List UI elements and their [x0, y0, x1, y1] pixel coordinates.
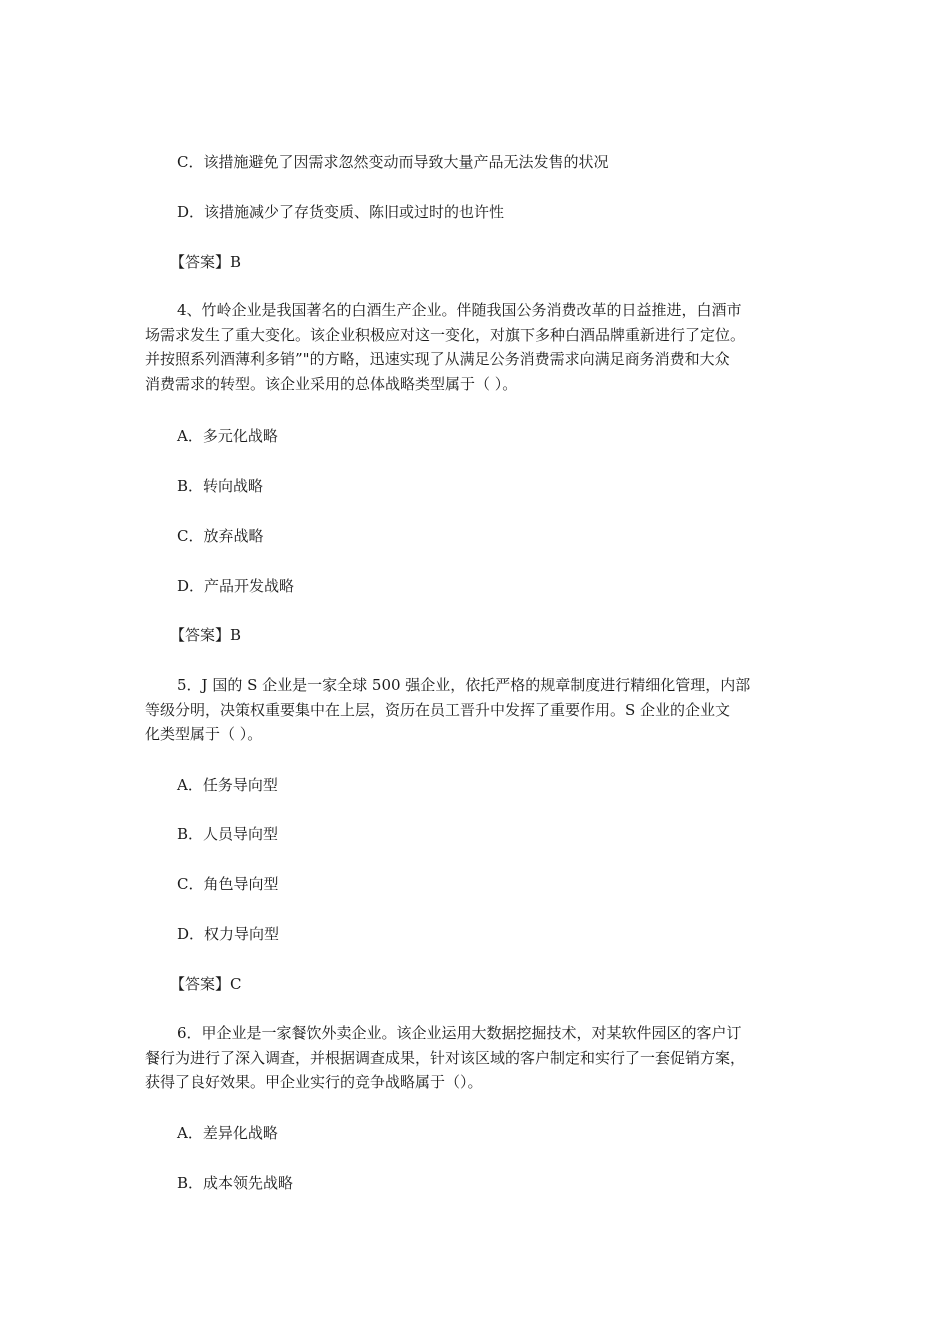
q4-stem-line-2: 场需求发生了重大变化。该企业积极应对这一变化，对旗下多种白酒品牌重新进行了定位。 [145, 325, 746, 344]
q4-option-b: B．转向战略 [177, 477, 264, 495]
q4-stem-line-4: 消费需求的转型。该企业采用的总体战略类型属于（ ）。 [145, 374, 518, 393]
q4-stem-line-3: 并按照系列酒薄利多销”"的方略，迅速实现了从满足公务消费需求向满足商务消费和大众 [145, 350, 730, 368]
q3-option-d: D．该措施减少了存货变质、陈旧或过时的也许性 [177, 203, 505, 221]
q4-stem [145, 298, 811, 396]
q5-stem-line-3: 化类型属于（ ）。 [145, 725, 263, 743]
q6-stem-line-1: 6．甲企业是一家餐饮外卖企业。该企业运用大数据挖掘技术，对某软件园区的客户订 [177, 1024, 742, 1042]
q4-option-c: C．放弃战略 [177, 527, 264, 545]
q5-stem-line-2: 等级分明，决策权重要集中在上层，资历在员工晋升中发挥了重要作用。S 企业的企业文 [145, 700, 731, 719]
q5-option-a: A．任务导向型 [177, 776, 278, 794]
q6-stem [145, 1021, 811, 1095]
document-page [145, 0, 811, 1344]
q5-option-c: C．角色导向型 [177, 875, 279, 893]
q3-answer: 【答案】B [170, 253, 242, 271]
q6-stem-line-3: 获得了良好效果。甲企业实行的竞争战略属于（）。 [145, 1073, 483, 1091]
q5-option-b: B．人员导向型 [177, 825, 279, 843]
q4-stem-line-1: 4、竹岭企业是我国著名的白酒生产企业。伴随我国公务消费改革的日益推进，白酒市 [177, 301, 742, 319]
q4-option-d: D．产品开发战略 [177, 577, 295, 595]
q5-answer: 【答案】C [170, 975, 242, 993]
q6-stem-line-2: 餐行为进行了深入调查，并根据调查成果，针对该区域的客户制定和实行了一套促销方案， [145, 1048, 746, 1067]
q5-stem-line-1: 5．J 国的 S 企业是一家全球 500 强企业，依托严格的规章制度进行精细化管理，内部 [177, 676, 751, 694]
q3-option-c: C．该措施避免了因需求忽然变动而导致大量产品无法发售的状况 [177, 153, 609, 171]
q6-option-b: B．成本领先战略 [177, 1174, 294, 1192]
q4-answer: 【答案】B [170, 626, 242, 644]
q5-option-d: D．权力导向型 [177, 925, 280, 943]
q6-option-a: A．差异化战略 [177, 1124, 278, 1142]
q4-option-a: A．多元化战略 [177, 427, 278, 445]
q5-stem [145, 673, 811, 747]
